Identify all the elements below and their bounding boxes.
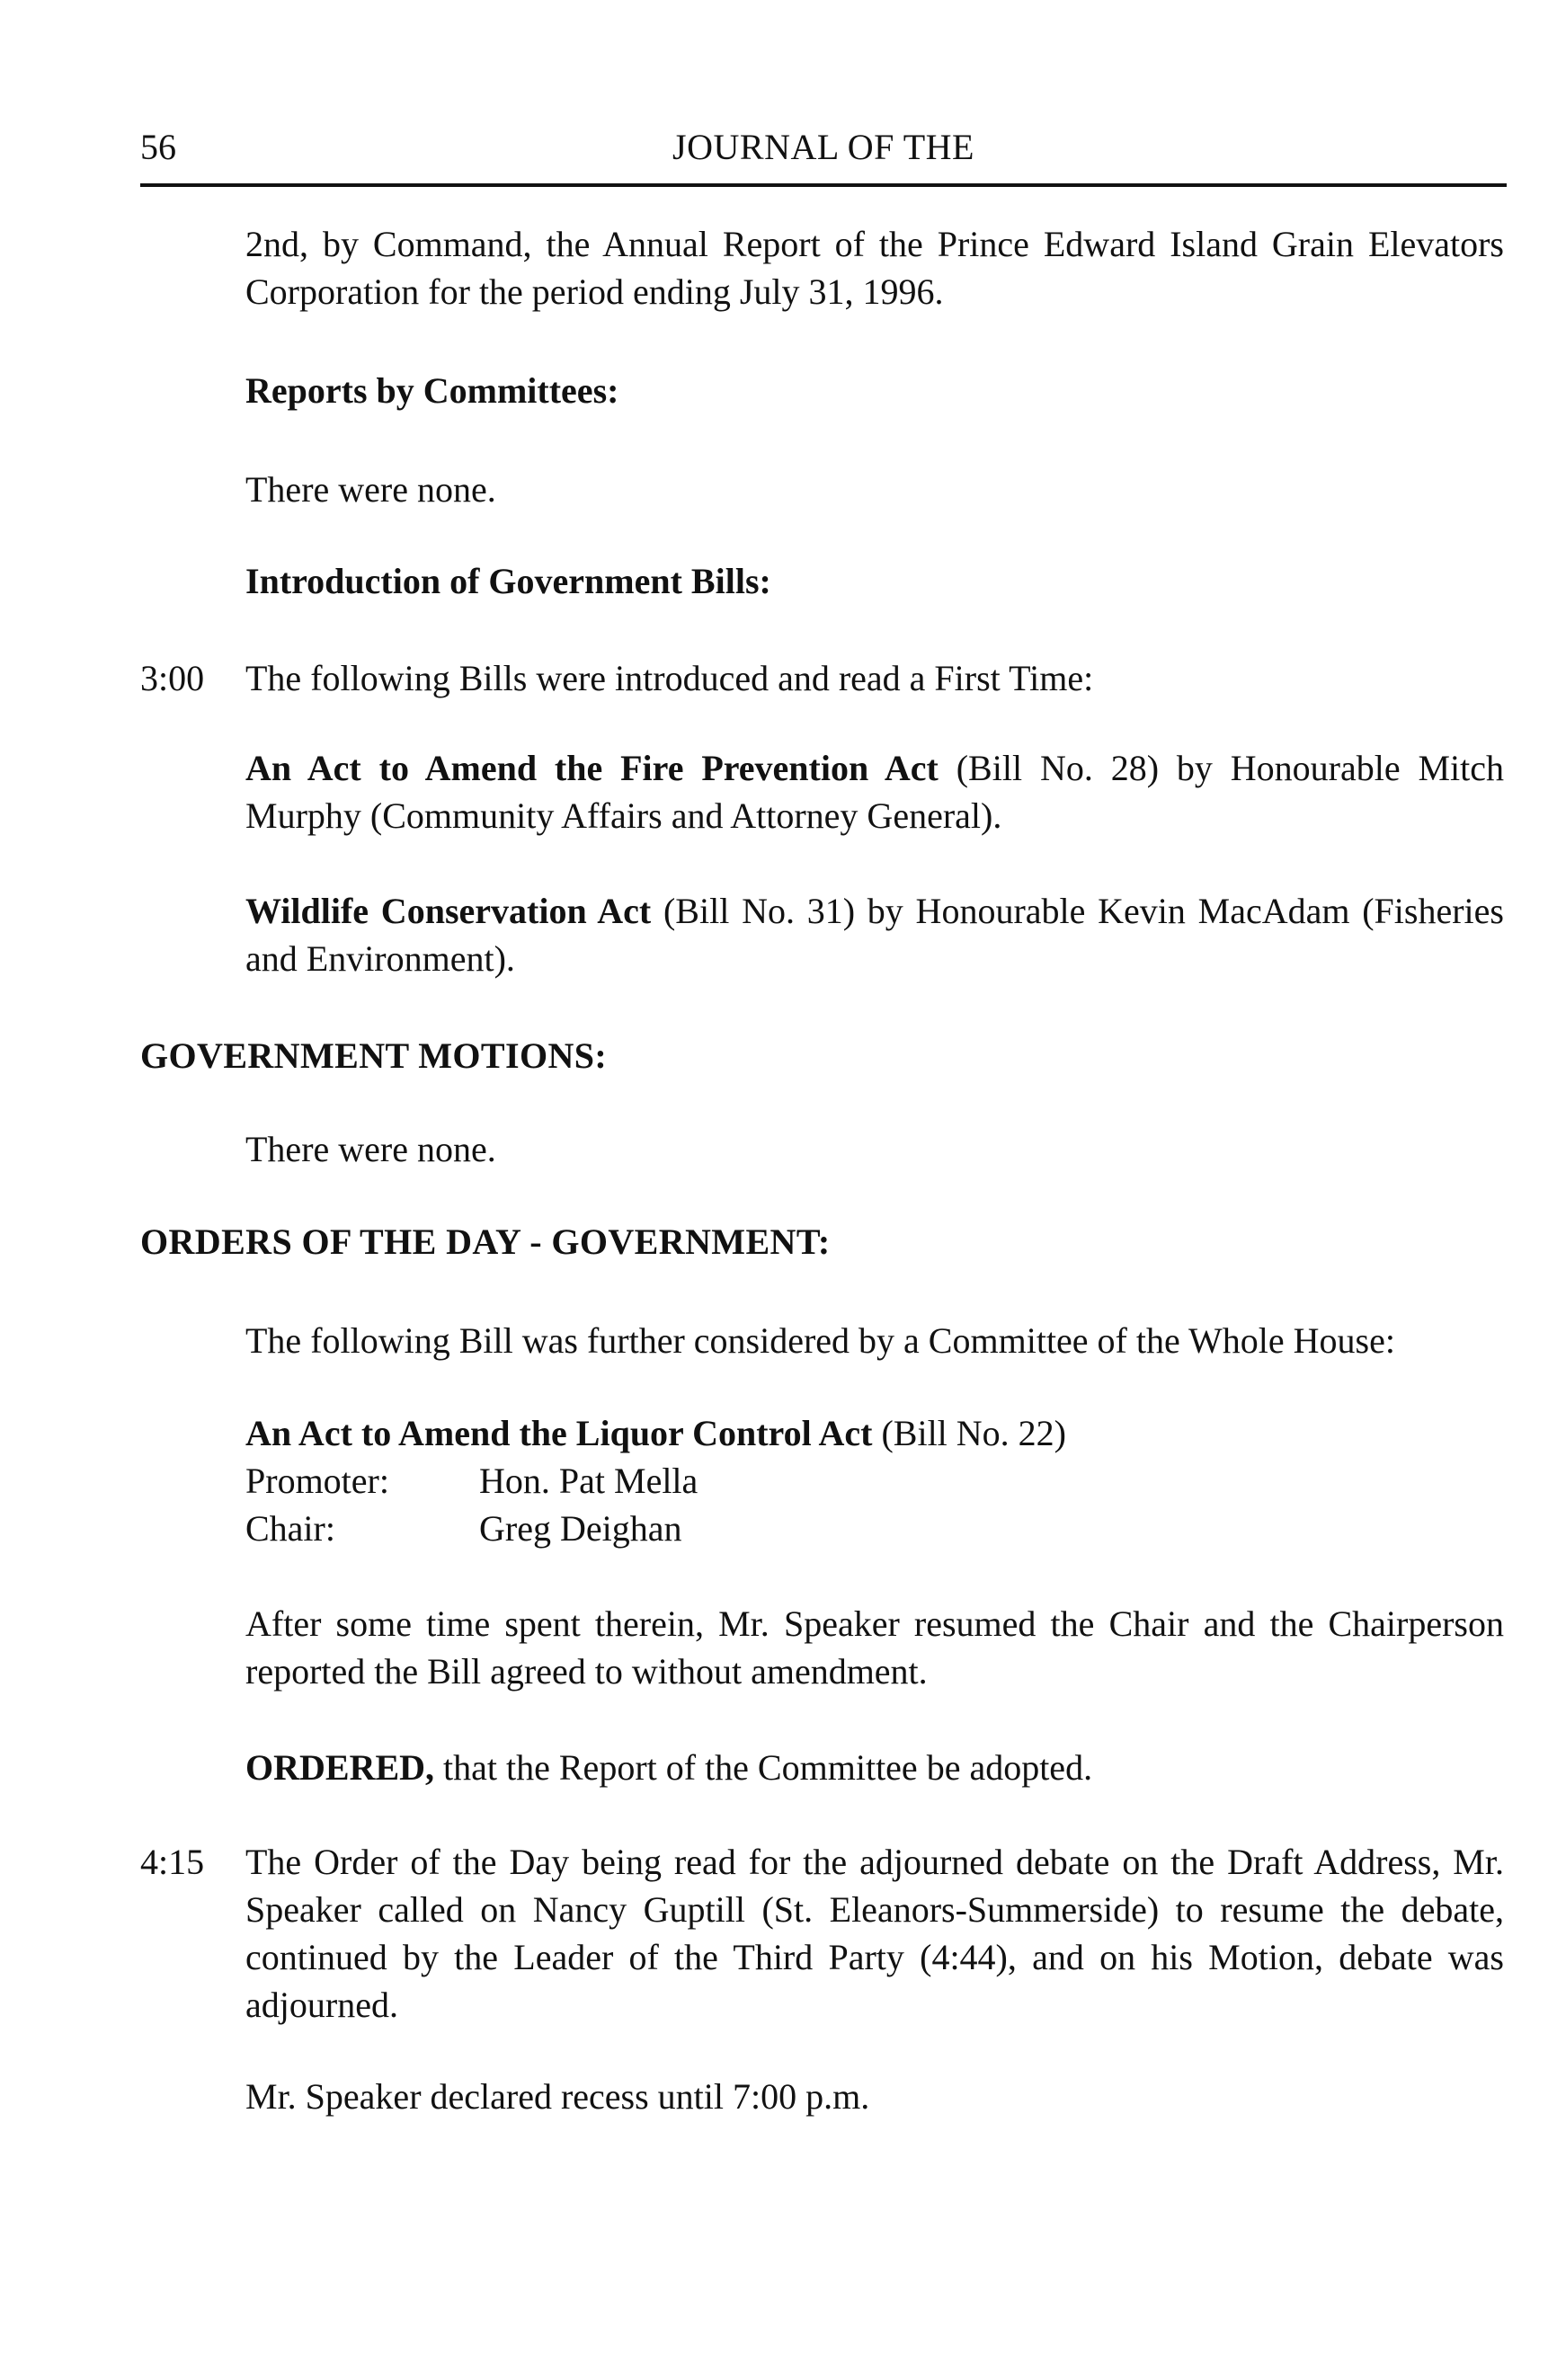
government-motions-text: There were none. <box>245 1129 496 1169</box>
liquor-control-bill-entry <box>245 1409 1504 1552</box>
bills-introduced-text: The following Bills were introduced and read a First Time: <box>245 658 1094 698</box>
fire-prevention-bill-entry <box>245 744 1504 839</box>
reports-by-committees-heading: Reports by Committees: <box>245 370 619 411</box>
government-motions-heading: GOVERNMENT MOTIONS: <box>140 1035 608 1076</box>
wildlife-conservation-bill-entry <box>245 887 1504 982</box>
ordered-label: ORDERED, <box>245 1747 435 1788</box>
running-title: JOURNAL OF THE <box>672 127 974 167</box>
chair-row <box>245 1505 1504 1552</box>
committee-result-text: After some time spent therein, Mr. Speaker resumed the Chair and the Chairperson reported the Bill agreed to without amendment. <box>245 1603 1504 1692</box>
promoter-label: Promoter: <box>245 1461 389 1501</box>
orders-of-the-day-heading: ORDERS OF THE DAY - GOVERNMENT: <box>140 1221 831 1262</box>
page-number: 56 <box>140 127 176 167</box>
ordered-text: that the Report of the Committee be adopted. <box>434 1747 1093 1788</box>
promoter-value: Hon. Pat Mella <box>479 1461 698 1501</box>
fire-prevention-bill-details: (Bill No. 28) by Honourable Mitch Murphy (Community Affairs and Attorney General). <box>245 748 1505 836</box>
report-item: 2nd, by Command, the Annual Report of the Prince Edward Island Grain Elevators Corporation for the period ending July 31, 1996. <box>245 224 1504 312</box>
further-considered-text: The following Bill was further considered by a Committee of the Whole House: <box>245 1320 1395 1361</box>
promoter-row <box>245 1457 1504 1505</box>
page-header <box>140 126 1507 187</box>
liquor-control-bill-number: (Bill No. 22) <box>872 1413 1066 1453</box>
adjourned-debate-text: The Order of the Day being read for the adjourned debate on the Draft Address, Mr. Speaker called on Nancy Guptill (St. Eleanors-Summerside) to resume the debate, continued by the Leader of the Third Party (4:44), and on his Motion, debate was adjourned. <box>245 1842 1504 2025</box>
time-4-15: 4:15 <box>140 1842 205 1882</box>
recess-text: Mr. Speaker declared recess until 7:00 p.m. <box>245 2076 870 2117</box>
ordered-entry <box>245 1744 1504 1791</box>
chair-label: Chair: <box>245 1508 335 1549</box>
government-bills-heading: Introduction of Government Bills: <box>245 561 771 601</box>
wildlife-conservation-bill-title: Wildlife Conservation Act <box>245 891 652 931</box>
chair-value: Greg Deighan <box>479 1508 682 1549</box>
liquor-control-bill-title-line <box>245 1409 1504 1457</box>
reports-by-committees-text: There were none. <box>245 469 496 510</box>
wildlife-conservation-bill-details: (Bill No. 31) by Honourable Kevin MacAdam (Fisheries and Environment). <box>245 891 1504 979</box>
time-3-00: 3:00 <box>140 658 205 698</box>
fire-prevention-bill-title: An Act to Amend the Fire Prevention Act <box>245 748 939 788</box>
liquor-control-bill-title: An Act to Amend the Liquor Control Act <box>245 1413 873 1453</box>
